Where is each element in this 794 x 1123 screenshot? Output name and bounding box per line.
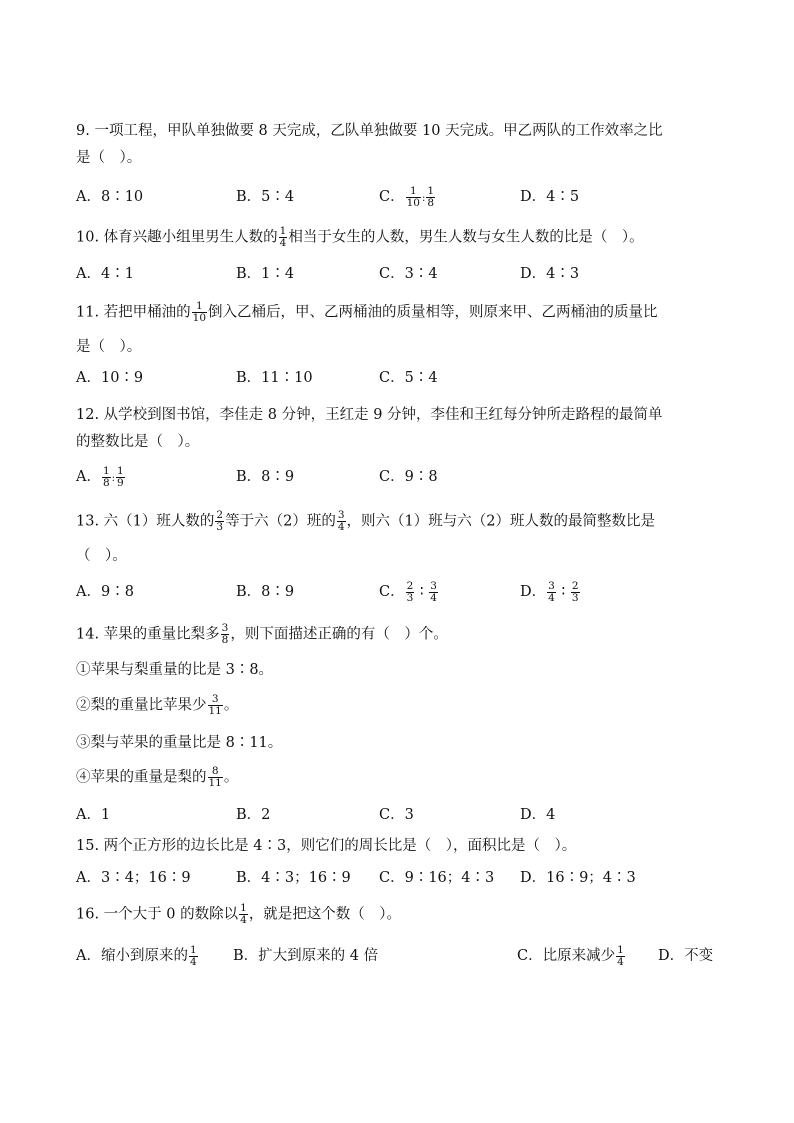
question-11-options xyxy=(76,366,736,390)
statement-3: ③梨与苹果的重量比是 8∶11。 xyxy=(76,735,283,751)
question-12-stem xyxy=(76,405,663,425)
question-number: 14. xyxy=(76,626,100,643)
option-b: B．1∶4 xyxy=(236,266,295,282)
option-d: D．不变 xyxy=(658,948,714,964)
question-number: 16. xyxy=(76,906,100,923)
option-d: D． $\frac{3}{4}$ ∶ $\frac{2}{3}$ xyxy=(520,579,579,604)
question-number: 15. xyxy=(76,838,100,854)
option-a: A．3∶4；16∶9 xyxy=(76,870,191,886)
question-9-stem-cont: 是（ ）。 xyxy=(76,150,142,166)
question-16-options xyxy=(76,944,736,968)
option-b: B．扩大到原来的 4 倍 xyxy=(233,948,379,964)
question-9-options xyxy=(76,185,736,209)
fraction: $\frac{1}{8}$ xyxy=(427,184,435,209)
question-13-stem: 13. 六（1）班人数的 $\frac{2}{3}$ 等于六（2）班的 $\frac{3}{4}$ ，则六（1）班与六（2）班人数的最简整数比是 xyxy=(76,509,655,533)
fraction: $\frac{1}{10}$ xyxy=(192,300,207,324)
option-c: C．9∶8 xyxy=(379,469,438,485)
fraction: $\frac{3}{11}$ xyxy=(208,693,222,717)
option-a: A．8∶10 xyxy=(76,189,144,205)
fraction: $\frac{3}{4}$ xyxy=(430,579,437,604)
option-c: C．3∶4 xyxy=(379,266,438,282)
fraction: $\frac{3}{8}$ xyxy=(221,622,229,646)
question-number: 12. xyxy=(76,407,100,423)
fraction: $\frac{3}{4}$ xyxy=(337,509,345,533)
option-d: D．16∶9；4∶3 xyxy=(520,870,636,886)
question-9-stem xyxy=(76,121,663,141)
question-10-stem: 10. 体育兴趣小组里男生人数的 $\frac{1}{4}$ 相当于女生的人数，男生人数与女生人数的比是（ ）。 xyxy=(76,225,644,249)
fraction: $\frac{1}{4}$ xyxy=(189,943,197,968)
question-10-options xyxy=(76,262,736,286)
fraction: $\frac{1}{4}$ xyxy=(240,902,247,926)
option-b: B．8∶9 xyxy=(236,469,295,485)
question-14-options xyxy=(76,803,736,827)
fraction: $\frac{1}{9}$ xyxy=(117,464,124,489)
fraction: $\frac{8}{11}$ xyxy=(208,765,222,789)
question-number: 9. xyxy=(76,123,90,139)
option-b: B．5∶4 xyxy=(236,189,295,205)
statement-1: ①苹果与梨重量的比是 3∶8。 xyxy=(76,662,274,678)
option-c: C．5∶4 xyxy=(379,370,438,386)
fraction: $\frac{1}{4}$ xyxy=(617,943,624,968)
fraction: $\frac{1}{8}$ xyxy=(102,464,110,489)
option-a: A． $\frac{1}{8}$ : $\frac{1}{9}$ xyxy=(76,464,124,489)
option-b: B．11∶10 xyxy=(236,370,313,386)
option-a: A．10∶9 xyxy=(76,370,144,386)
option-b: B．2 xyxy=(236,807,271,823)
question-16-stem: 16. 一个大于 0 的数除以 $\frac{1}{4}$ ，就是把这个数（ ）。 xyxy=(76,902,402,926)
option-c: C．3 xyxy=(379,807,414,823)
option-c: C． $\frac{2}{3}$ ∶ $\frac{3}{4}$ xyxy=(379,579,437,604)
question-14-stem: 14. 苹果的重量比梨多 $\frac{3}{8}$ ，则下面描述正确的有（ ）个。 xyxy=(76,622,448,646)
option-a: A．缩小到原来的 $\frac{1}{4}$ xyxy=(76,943,197,968)
statement-2: ②梨的重量比苹果少 $\frac{3}{11}$ 。 xyxy=(76,693,239,717)
option-b: B．4∶3；16∶9 xyxy=(236,870,351,886)
option-c: C． $\frac{1}{10}$ : $\frac{1}{8}$ xyxy=(379,184,435,209)
option-d: D．4∶5 xyxy=(520,189,580,205)
option-b: B．8∶9 xyxy=(236,584,295,600)
question-number: 11. xyxy=(76,304,100,321)
option-a: A．9∶8 xyxy=(76,584,134,600)
question-12-stem-cont: 的整数比是（ ）。 xyxy=(76,434,200,450)
question-11-stem: 11. 若把甲桶油的 $\frac{1}{10}$ 倒入乙桶后，甲、乙两桶油的质量相等，则原来甲、乙两桶油的质量比 xyxy=(76,300,658,324)
option-d: D．4 xyxy=(520,807,556,823)
fraction: $\frac{1}{4}$ xyxy=(279,225,287,249)
question-text: 从学校到图书馆，李佳走 8 分钟，王红走 9 分钟，李佳和王红每分钟所走路程的最简单 xyxy=(103,407,663,423)
option-c: C．9∶16；4∶3 xyxy=(379,870,495,886)
question-13-options xyxy=(76,580,736,604)
question-13-stem-cont: （ ）。 xyxy=(76,548,127,564)
question-11-stem-cont: 是（ ）。 xyxy=(76,339,142,355)
fraction: $\frac{2}{3}$ xyxy=(216,509,224,533)
option-a: A．1 xyxy=(76,807,111,823)
option-a: A．4∶1 xyxy=(76,266,134,282)
fraction: $\frac{3}{4}$ xyxy=(548,579,555,604)
question-number: 10. xyxy=(76,229,100,246)
question-number: 13. xyxy=(76,513,100,530)
question-15-stem xyxy=(76,836,576,856)
option-d: D．4∶3 xyxy=(520,266,580,282)
fraction: $\frac{1}{10}$ xyxy=(406,184,420,209)
fraction: $\frac{2}{3}$ xyxy=(406,579,414,604)
question-12-options xyxy=(76,465,736,489)
fraction: $\frac{2}{3}$ xyxy=(571,579,579,604)
question-text: 两个正方形的边长比是 4∶3，则它们的周长比是（ ），面积比是（ ）。 xyxy=(103,838,577,854)
question-15-options xyxy=(76,866,736,890)
statement-4: ④苹果的重量是梨的 $\frac{8}{11}$ 。 xyxy=(76,765,239,789)
question-text: 一项工程，甲队单独做要 8 天完成，乙队单独做要 10 天完成。甲乙两队的工作效率之比 xyxy=(94,123,663,139)
option-c: C．比原来减少 $\frac{1}{4}$ xyxy=(517,943,624,968)
